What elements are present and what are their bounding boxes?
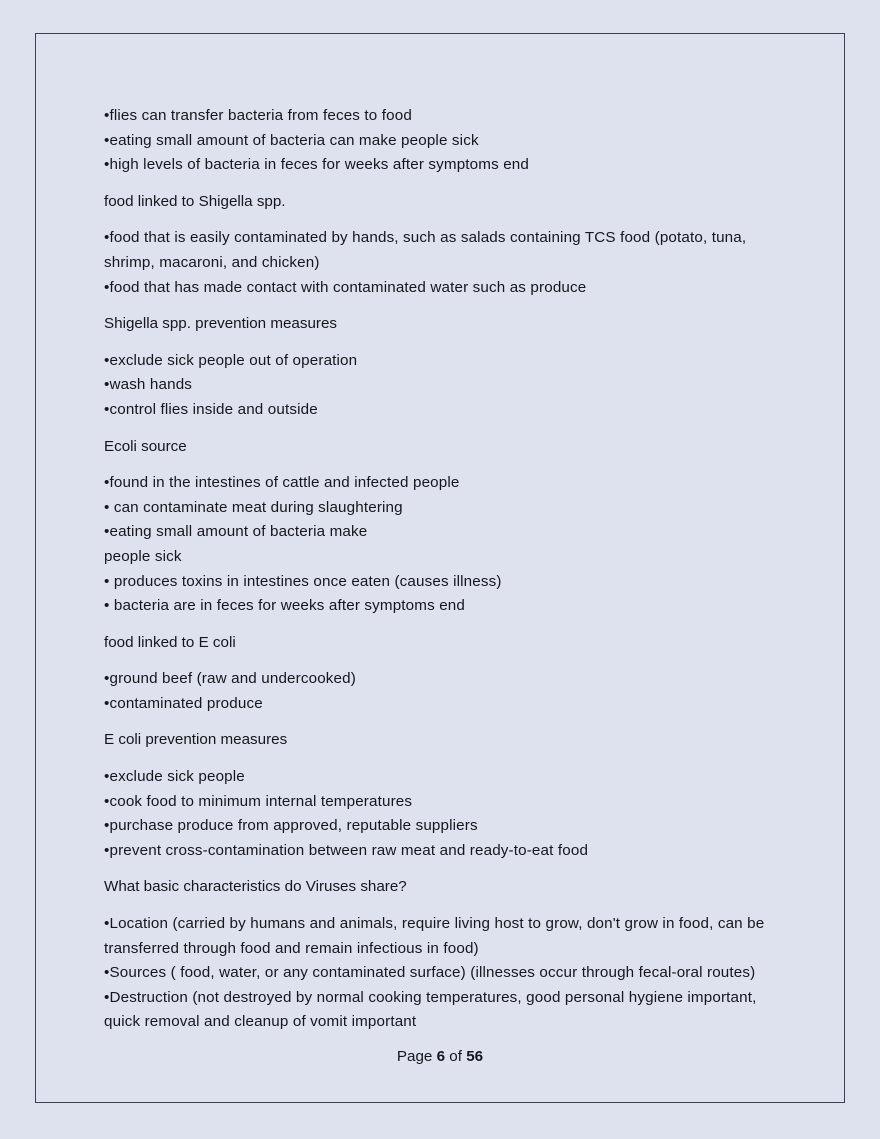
bullet-item: •contaminated produce bbox=[104, 694, 263, 712]
bullet-item: •control flies inside and outside bbox=[104, 400, 318, 418]
bullet-item: •exclude sick people out of operation bbox=[104, 351, 358, 369]
heading-text: What basic characteristics do Viruses share? bbox=[104, 878, 407, 896]
bullet-item: • produces toxins in intestines once eaten (causes illness) bbox=[104, 572, 502, 590]
bullet-item: •food that has made contact with contaminated water such as produce bbox=[104, 278, 587, 296]
bullet-item: •ground beef (raw and undercooked) bbox=[104, 670, 356, 688]
document-body bbox=[104, 104, 782, 1047]
bullet-item: •Destruction (not destroyed by normal cooking temperatures, good personal hygiene important, quick removal and cleanup of vomit important bbox=[104, 988, 761, 1031]
footer-page-prefix: Page bbox=[396, 1048, 433, 1065]
bullet-item: •Sources ( food, water, or any contaminated surface) (illnesses occur through fecal-oral routes) bbox=[104, 964, 756, 982]
bullet-item: •found in the intestines of cattle and infected people bbox=[104, 474, 460, 492]
section-heading bbox=[104, 435, 782, 460]
bullet-item: people sick bbox=[104, 547, 182, 565]
bullet-item: •cook food to minimum internal temperatures bbox=[104, 792, 413, 810]
section-heading bbox=[104, 312, 782, 337]
page-footer bbox=[36, 1046, 844, 1068]
heading-text: E coli prevention measures bbox=[104, 731, 288, 749]
footer-current-page: 6 bbox=[436, 1048, 446, 1065]
bullet-item: •high levels of bacteria in feces for weeks after symptoms end bbox=[104, 156, 529, 174]
section-heading bbox=[104, 728, 782, 753]
bullet-item: •flies can transfer bacteria from feces to food bbox=[104, 107, 412, 124]
bullet-list bbox=[104, 104, 782, 178]
heading-text: Ecoli source bbox=[104, 437, 187, 455]
heading-text: food linked to Shigella spp. bbox=[104, 192, 286, 210]
section-heading bbox=[104, 875, 782, 900]
bullet-list bbox=[104, 765, 782, 863]
bullet-list bbox=[104, 471, 782, 619]
heading-text: Shigella spp. prevention measures bbox=[104, 315, 338, 333]
bullet-list bbox=[104, 349, 782, 423]
bullet-item: •Location (carried by humans and animals, require living host to grow, don't grow in food, can be transferred through food and remain infectious in food) bbox=[104, 915, 769, 957]
footer-total-pages: 56 bbox=[466, 1048, 484, 1065]
section-heading bbox=[104, 190, 782, 215]
bullet-item: •wash hands bbox=[104, 376, 193, 394]
bullet-list bbox=[104, 226, 782, 300]
bullet-item: •exclude sick people bbox=[104, 768, 245, 786]
bullet-item: •food that is easily contaminated by hands, such as salads containing TCS food (potato, tuna, shrimp, macaroni, and chicken) bbox=[104, 229, 751, 271]
bullet-item: •eating small amount of bacteria make bbox=[104, 523, 368, 541]
section-heading bbox=[104, 631, 782, 656]
bullet-item: •prevent cross-contamination between raw meat and ready-to-eat food bbox=[104, 841, 589, 859]
bullet-item: • can contaminate meat during slaughtering bbox=[104, 498, 403, 516]
document-page-border bbox=[35, 33, 845, 1103]
footer-page-middle: of bbox=[449, 1048, 462, 1065]
bullet-list bbox=[104, 912, 782, 1035]
heading-text: food linked to E coli bbox=[104, 633, 236, 651]
bullet-item: •eating small amount of bacteria can make people sick bbox=[104, 131, 479, 149]
bullet-item: •purchase produce from approved, reputable suppliers bbox=[104, 817, 478, 835]
bullet-list bbox=[104, 667, 782, 716]
bullet-item: • bacteria are in feces for weeks after symptoms end bbox=[104, 597, 465, 615]
